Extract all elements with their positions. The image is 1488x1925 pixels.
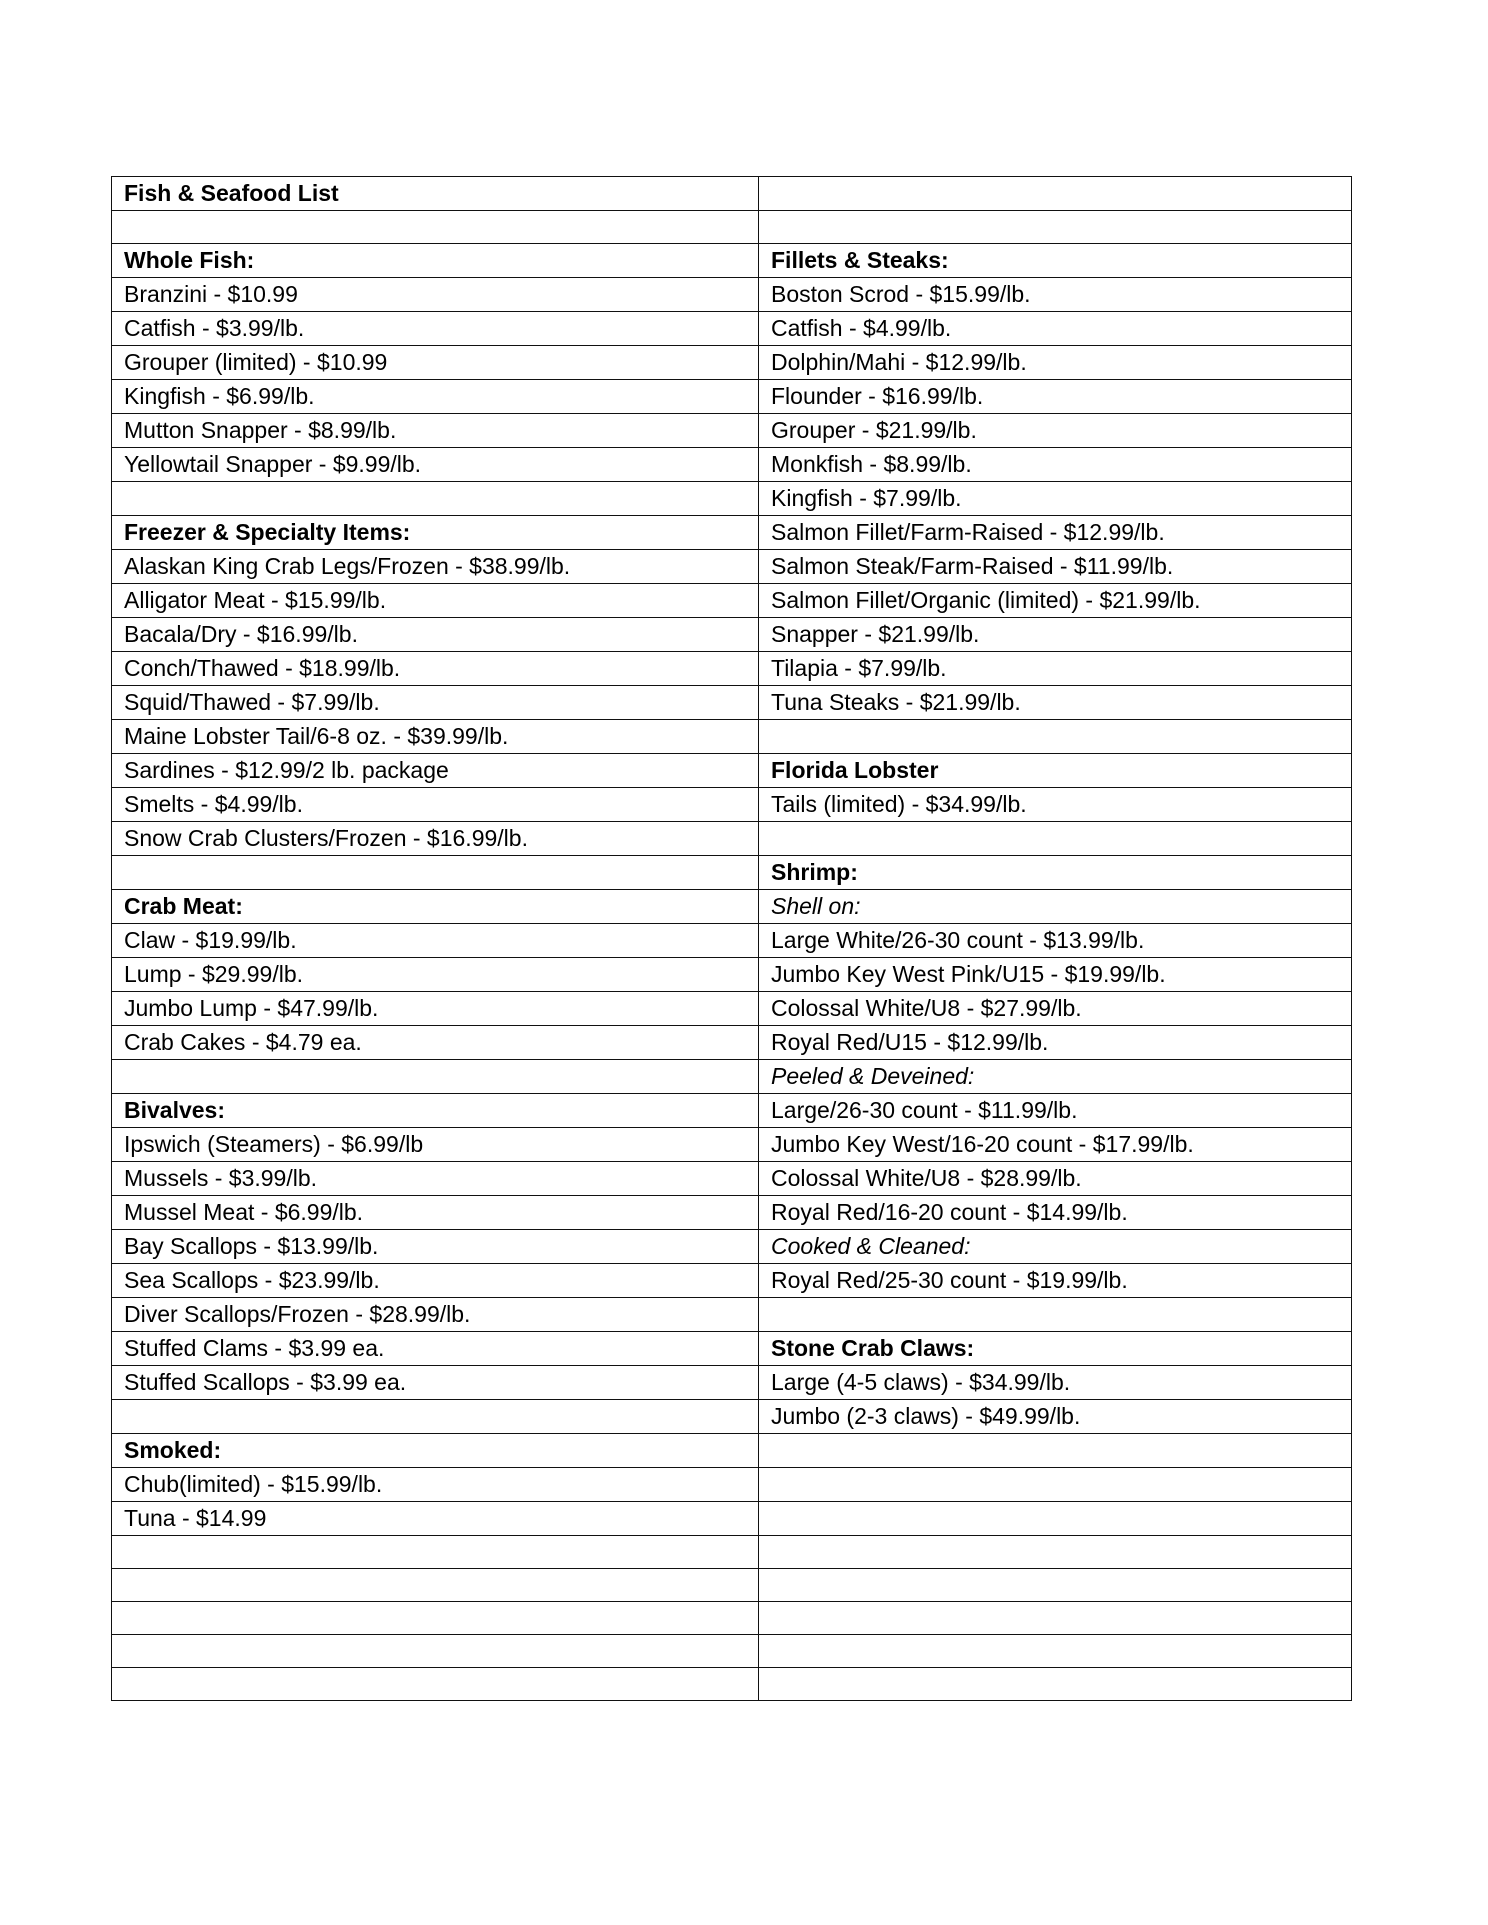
right-column-cell: Florida Lobster <box>759 754 1352 788</box>
table-row <box>112 346 1352 380</box>
left-column-cell: Branzini - $10.99 <box>112 278 759 312</box>
right-column-cell: Monkfish - $8.99/lb. <box>759 448 1352 482</box>
left-column-cell <box>112 1536 759 1569</box>
right-column-cell: Colossal White/U8 - $28.99/lb. <box>759 1162 1352 1196</box>
table-row <box>112 618 1352 652</box>
right-column-cell <box>759 1434 1352 1468</box>
right-column-cell: Flounder - $16.99/lb. <box>759 380 1352 414</box>
right-column-cell: Tails (limited) - $34.99/lb. <box>759 788 1352 822</box>
table-row <box>112 1196 1352 1230</box>
price-table-body <box>112 177 1352 1701</box>
left-column-cell <box>112 1569 759 1602</box>
left-column-cell <box>112 1635 759 1668</box>
table-row <box>112 1298 1352 1332</box>
right-column-cell: Tuna Steaks - $21.99/lb. <box>759 686 1352 720</box>
left-column-cell: Alligator Meat - $15.99/lb. <box>112 584 759 618</box>
right-column-cell: Jumbo (2-3 claws) - $49.99/lb. <box>759 1400 1352 1434</box>
left-column-cell: Snow Crab Clusters/Frozen - $16.99/lb. <box>112 822 759 856</box>
table-row <box>112 822 1352 856</box>
left-column-cell <box>112 482 759 516</box>
right-column-cell <box>759 211 1352 244</box>
left-column-cell: Yellowtail Snapper - $9.99/lb. <box>112 448 759 482</box>
table-row <box>112 1434 1352 1468</box>
table-row <box>112 448 1352 482</box>
right-column-cell: Catfish - $4.99/lb. <box>759 312 1352 346</box>
table-row <box>112 1569 1352 1602</box>
left-column-cell: Conch/Thawed - $18.99/lb. <box>112 652 759 686</box>
left-column-cell: Freezer & Specialty Items: <box>112 516 759 550</box>
table-row <box>112 244 1352 278</box>
table-row <box>112 1400 1352 1434</box>
right-column-cell <box>759 1468 1352 1502</box>
right-column-cell: Peeled & Deveined: <box>759 1060 1352 1094</box>
seafood-price-table <box>111 176 1352 1701</box>
left-column-cell: Kingfish - $6.99/lb. <box>112 380 759 414</box>
right-column-cell: Large/26-30 count - $11.99/lb. <box>759 1094 1352 1128</box>
table-row <box>112 1502 1352 1536</box>
left-column-cell: Bacala/Dry - $16.99/lb. <box>112 618 759 652</box>
right-column-cell <box>759 1502 1352 1536</box>
left-column-cell <box>112 1060 759 1094</box>
table-row <box>112 584 1352 618</box>
right-column-cell <box>759 177 1352 211</box>
table-row <box>112 414 1352 448</box>
right-column-cell: Tilapia - $7.99/lb. <box>759 652 1352 686</box>
table-row <box>112 1026 1352 1060</box>
left-column-cell: Crab Cakes - $4.79 ea. <box>112 1026 759 1060</box>
table-row <box>112 1060 1352 1094</box>
left-column-cell: Bivalves: <box>112 1094 759 1128</box>
left-column-cell: Crab Meat: <box>112 890 759 924</box>
right-column-cell: Large (4-5 claws) - $34.99/lb. <box>759 1366 1352 1400</box>
left-column-cell: Ipswich (Steamers) - $6.99/lb <box>112 1128 759 1162</box>
right-column-cell: Salmon Fillet/Organic (limited) - $21.99/lb. <box>759 584 1352 618</box>
table-row <box>112 1536 1352 1569</box>
table-row <box>112 312 1352 346</box>
left-column-cell: Jumbo Lump - $47.99/lb. <box>112 992 759 1026</box>
table-row <box>112 1128 1352 1162</box>
table-row <box>112 278 1352 312</box>
table-row <box>112 1468 1352 1502</box>
right-column-cell: Royal Red/25-30 count - $19.99/lb. <box>759 1264 1352 1298</box>
table-row <box>112 856 1352 890</box>
table-row <box>112 1094 1352 1128</box>
right-column-cell: Royal Red/U15 - $12.99/lb. <box>759 1026 1352 1060</box>
left-column-cell: Stuffed Clams - $3.99 ea. <box>112 1332 759 1366</box>
right-column-cell: Dolphin/Mahi - $12.99/lb. <box>759 346 1352 380</box>
table-row <box>112 1366 1352 1400</box>
left-column-cell: Stuffed Scallops - $3.99 ea. <box>112 1366 759 1400</box>
table-row <box>112 550 1352 584</box>
table-row <box>112 1162 1352 1196</box>
left-column-cell <box>112 1602 759 1635</box>
left-column-cell: Grouper (limited) - $10.99 <box>112 346 759 380</box>
left-column-cell <box>112 211 759 244</box>
table-row <box>112 516 1352 550</box>
left-column-cell: Sea Scallops - $23.99/lb. <box>112 1264 759 1298</box>
table-row <box>112 1230 1352 1264</box>
right-column-cell: Boston Scrod - $15.99/lb. <box>759 278 1352 312</box>
left-column-cell: Mussel Meat - $6.99/lb. <box>112 1196 759 1230</box>
left-column-cell: Claw - $19.99/lb. <box>112 924 759 958</box>
table-row <box>112 924 1352 958</box>
table-row <box>112 1602 1352 1635</box>
right-column-cell: Colossal White/U8 - $27.99/lb. <box>759 992 1352 1026</box>
right-column-cell: Stone Crab Claws: <box>759 1332 1352 1366</box>
right-column-cell: Shell on: <box>759 890 1352 924</box>
table-row <box>112 1264 1352 1298</box>
left-column-cell: Lump - $29.99/lb. <box>112 958 759 992</box>
table-row <box>112 686 1352 720</box>
left-column-cell: Diver Scallops/Frozen - $28.99/lb. <box>112 1298 759 1332</box>
right-column-cell: Salmon Steak/Farm-Raised - $11.99/lb. <box>759 550 1352 584</box>
right-column-cell: Snapper - $21.99/lb. <box>759 618 1352 652</box>
left-column-cell: Alaskan King Crab Legs/Frozen - $38.99/lb. <box>112 550 759 584</box>
left-column-cell: Tuna - $14.99 <box>112 1502 759 1536</box>
right-column-cell <box>759 1602 1352 1635</box>
left-column-cell: Maine Lobster Tail/6-8 oz. - $39.99/lb. <box>112 720 759 754</box>
table-row <box>112 890 1352 924</box>
right-column-cell: Fillets & Steaks: <box>759 244 1352 278</box>
left-column-cell: Chub(limited) - $15.99/lb. <box>112 1468 759 1502</box>
left-column-cell: Fish & Seafood List <box>112 177 759 211</box>
table-row <box>112 958 1352 992</box>
right-column-cell <box>759 1569 1352 1602</box>
left-column-cell: Whole Fish: <box>112 244 759 278</box>
left-column-cell <box>112 856 759 890</box>
right-column-cell <box>759 1536 1352 1569</box>
table-row <box>112 992 1352 1026</box>
right-column-cell: Kingfish - $7.99/lb. <box>759 482 1352 516</box>
table-row <box>112 754 1352 788</box>
table-row <box>112 1635 1352 1668</box>
right-column-cell: Salmon Fillet/Farm-Raised - $12.99/lb. <box>759 516 1352 550</box>
right-column-cell: Cooked & Cleaned: <box>759 1230 1352 1264</box>
right-column-cell <box>759 1668 1352 1701</box>
right-column-cell: Royal Red/16-20 count - $14.99/lb. <box>759 1196 1352 1230</box>
right-column-cell: Shrimp: <box>759 856 1352 890</box>
right-column-cell <box>759 720 1352 754</box>
left-column-cell: Catfish - $3.99/lb. <box>112 312 759 346</box>
table-row <box>112 482 1352 516</box>
left-column-cell <box>112 1668 759 1701</box>
right-column-cell: Jumbo Key West/16-20 count - $17.99/lb. <box>759 1128 1352 1162</box>
table-row <box>112 1668 1352 1701</box>
table-row <box>112 380 1352 414</box>
left-column-cell <box>112 1400 759 1434</box>
table-row <box>112 211 1352 244</box>
left-column-cell: Smoked: <box>112 1434 759 1468</box>
right-column-cell <box>759 1298 1352 1332</box>
right-column-cell: Jumbo Key West Pink/U15 - $19.99/lb. <box>759 958 1352 992</box>
right-column-cell: Large White/26-30 count - $13.99/lb. <box>759 924 1352 958</box>
right-column-cell <box>759 1635 1352 1668</box>
left-column-cell: Sardines - $12.99/2 lb. package <box>112 754 759 788</box>
right-column-cell: Grouper - $21.99/lb. <box>759 414 1352 448</box>
table-row <box>112 177 1352 211</box>
left-column-cell: Squid/Thawed - $7.99/lb. <box>112 686 759 720</box>
table-row <box>112 1332 1352 1366</box>
table-row <box>112 720 1352 754</box>
left-column-cell: Bay Scallops - $13.99/lb. <box>112 1230 759 1264</box>
left-column-cell: Mussels - $3.99/lb. <box>112 1162 759 1196</box>
table-row <box>112 652 1352 686</box>
table-row <box>112 788 1352 822</box>
left-column-cell: Smelts - $4.99/lb. <box>112 788 759 822</box>
left-column-cell: Mutton Snapper - $8.99/lb. <box>112 414 759 448</box>
right-column-cell <box>759 822 1352 856</box>
